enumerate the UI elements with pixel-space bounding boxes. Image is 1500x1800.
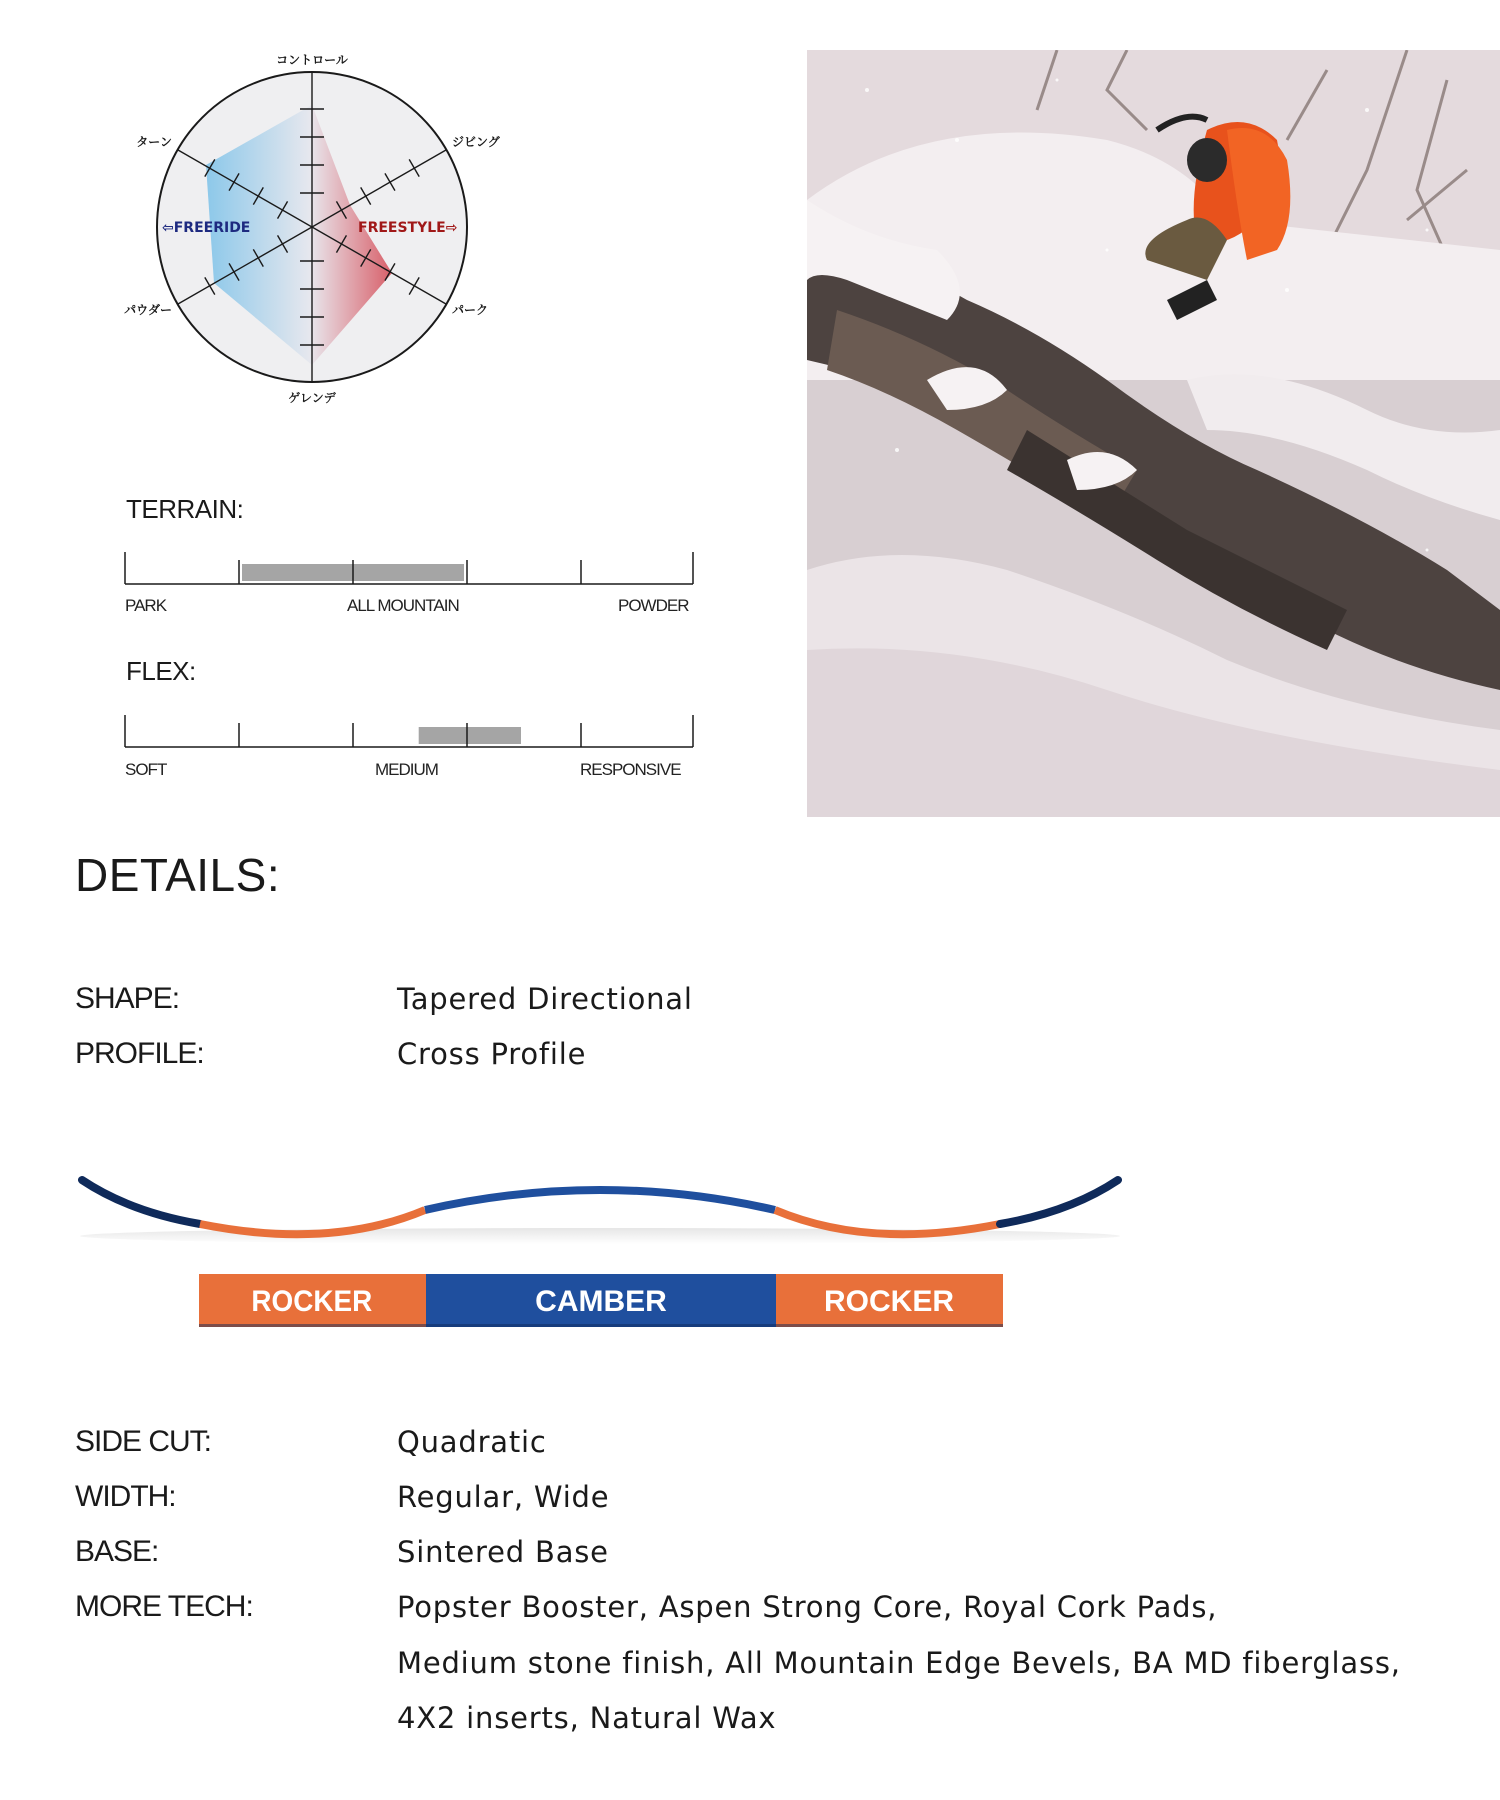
radar-freeride-label: ⇦FREERIDE [162,220,251,236]
radar-axis-bottom: ゲレンデ [288,391,336,405]
flex-label-medium: MEDIUM [375,760,438,779]
spec-key-profile: PROFILE: [75,1037,204,1070]
details-heading: DETAILS: [75,849,281,901]
spec-value-side-cut: Quadratic [397,1425,547,1459]
camber-label: CAMBER [535,1285,667,1318]
terrain-label-powder: POWDER [618,596,689,615]
radar-axis-upper-right: ジビング [452,135,500,149]
spec-key-shape: SHAPE: [75,982,180,1015]
spec-key-side-cut: SIDE CUT: [75,1425,212,1458]
radar-axis-lower-left: パウダー [124,303,172,317]
spec-key-more-tech: MORE TECH: [75,1590,253,1623]
terrain-scale [120,548,700,596]
spec-value-profile: Cross Profile [397,1037,587,1071]
terrain-title: TERRAIN: [126,494,244,524]
radar-axis-lower-right: パーク [452,303,489,317]
spec-value-more-tech-line2: Medium stone finish, All Mountain Edge Bevels, BA MD fiberglass, [397,1646,1401,1680]
spec-key-base: BASE: [75,1535,159,1568]
profile-camber [425,1190,775,1210]
flex-axis [125,715,693,747]
flex-label-soft: SOFT [125,760,167,779]
flex-label-responsive: RESPONSIVE [580,760,681,779]
flex-scale [120,712,700,760]
board-profile-graphic [70,1160,1130,1335]
terrain-label-park: PARK [125,596,167,615]
spec-value-more-tech-line1: Popster Booster, Aspen Strong Core, Royal Cork Pads, [397,1590,1218,1624]
profile-tip-left [82,1180,200,1224]
spec-value-shape: Tapered Directional [397,982,693,1016]
snowboarder-photo [807,50,1500,817]
spec-value-more-tech-line3: 4X2 inserts, Natural Wax [397,1701,777,1735]
radar-freestyle-label: FREESTYLE⇨ [358,220,458,236]
terrain-radar-chart [100,40,560,420]
radar-axis-top: コントロール [276,53,348,67]
rocker-left-label: ROCKER [251,1285,373,1319]
terrain-label-all-mountain: ALL MOUNTAIN [347,596,459,615]
rocker-right-label: ROCKER [823,1285,955,1318]
flex-range-bar [419,727,521,744]
radar-axis-upper-left: ターン [136,135,172,149]
spec-value-base: Sintered Base [397,1535,609,1569]
spec-value-width: Regular, Wide [397,1480,610,1514]
spec-key-width: WIDTH: [75,1480,176,1513]
flex-title: FLEX: [126,656,196,686]
profile-tip-right [1000,1180,1118,1224]
